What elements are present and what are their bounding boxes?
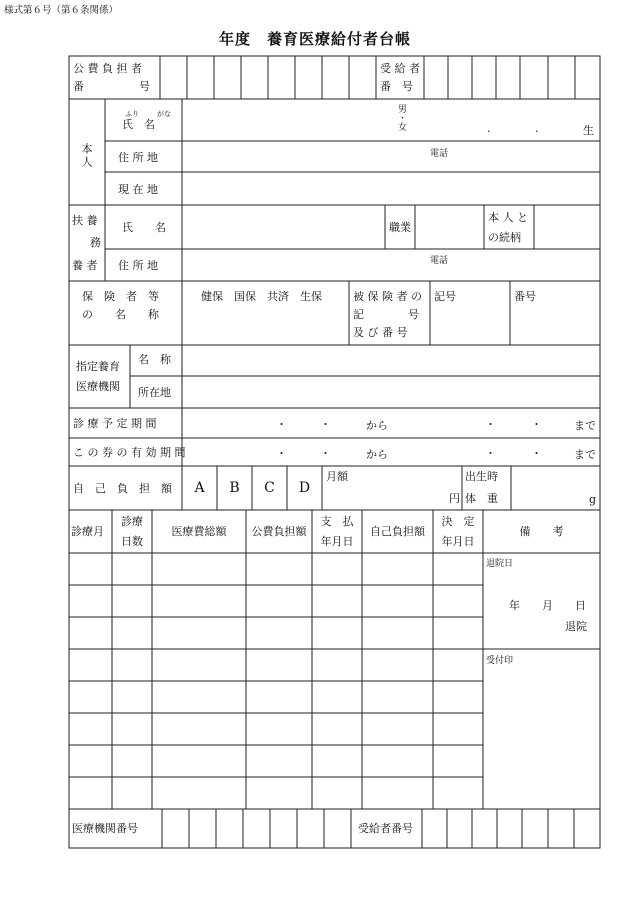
- copay-monthly-label: 月額: [326, 470, 348, 483]
- furigana-label-1: ふり: [125, 110, 139, 118]
- form-number-note: 様式第６号（第６条関係）: [4, 5, 119, 16]
- col-decision-header-2: 年月日: [441, 535, 475, 548]
- birth-weight-label-1: 出生時: [465, 470, 498, 483]
- guardian-relation-label-2: の続柄: [488, 231, 521, 244]
- furigana-label-2: がな: [157, 110, 171, 118]
- sex-separator: ・: [398, 114, 408, 124]
- person-phone-label: 電話: [430, 149, 449, 159]
- guardian-section-label-3: 養 者: [72, 259, 98, 272]
- birthdate-separator-1: .: [487, 122, 491, 135]
- col-payment-header-1: 支 払: [320, 515, 354, 528]
- period-from: から: [366, 419, 388, 432]
- guardian-relation-label-1: 本 人 と: [488, 211, 528, 224]
- recipient-number-label: 受 給 者: [380, 62, 420, 75]
- insurer-types: 健保 国保 共済 生保: [201, 290, 322, 303]
- col-total-header: 医療費総額: [171, 525, 227, 538]
- col-remarks-header: 備 考: [519, 525, 564, 538]
- validity-dot-1: ・: [276, 447, 287, 460]
- insured-symbol-label: 記号: [434, 290, 456, 303]
- treatment-period-label: 診 療 予 定 期 間: [73, 417, 157, 430]
- col-public-header: 公費負担額: [251, 525, 307, 538]
- recipient-number-label-2: 番 号: [380, 80, 413, 93]
- sex-female: 女: [398, 123, 408, 133]
- birth-weight-unit: g: [589, 493, 597, 506]
- insured-label-3: 及 び 番 号: [353, 326, 408, 339]
- period-dot-3: ・: [485, 418, 496, 431]
- insurer-label-1: 保 険 者 等: [82, 290, 159, 303]
- guardian-job-label: 職業: [389, 221, 411, 234]
- person-current-address-label: 現 在 地: [118, 183, 158, 196]
- guardian-name-label: 氏 名: [122, 221, 166, 234]
- col-days-header-1: 診療: [121, 515, 143, 528]
- period-dot-1: ・: [276, 418, 287, 431]
- copay-label: 自 己 負 担 額: [73, 482, 172, 495]
- discharge-label: 退院: [565, 620, 587, 633]
- validity-dot-4: ・: [531, 447, 542, 460]
- copay-yen-unit: 円: [449, 492, 460, 505]
- col-month-header: 診療月: [71, 525, 104, 538]
- institution-name-label: 名 称: [138, 353, 171, 366]
- insured-label-2: 記 号: [353, 308, 419, 321]
- person-name-label: 氏 名: [122, 118, 155, 131]
- institution-label-2: 医療機関: [76, 380, 120, 393]
- period-until: まで: [574, 419, 596, 432]
- guardian-section-label-2: 務: [90, 236, 101, 249]
- col-self-header: 自己負担額: [370, 525, 425, 538]
- receipt-stamp-label: 受付印: [486, 656, 514, 666]
- col-payment-header-2: 年月日: [320, 535, 354, 548]
- birth-label: 生: [583, 124, 594, 137]
- guardian-section-label-1: 扶 養: [72, 214, 98, 227]
- validity-dot-3: ・: [485, 447, 496, 460]
- col-decision-header-1: 決 定: [441, 515, 475, 528]
- discharge-date-label: 退院日: [486, 559, 514, 569]
- insurer-label-2: の 名 称: [82, 308, 159, 321]
- col-days-header-2: 日数: [121, 535, 143, 548]
- sex-male: 男: [398, 105, 408, 115]
- person-address-label: 住 所 地: [118, 151, 158, 164]
- validity-dot-2: ・: [320, 447, 331, 460]
- payer-number-label: 公 費 負 担 者: [73, 62, 142, 75]
- validity-until: まで: [574, 448, 596, 461]
- payer-number-label-2: 番 号: [73, 80, 150, 93]
- recipient-number-footer-label: 受給者番号: [358, 822, 413, 835]
- institution-address-label: 所在地: [138, 386, 171, 399]
- insured-label-1: 被 保 険 者 の: [353, 290, 422, 303]
- form-title: 年度 養育医療給付者台帳: [218, 30, 411, 48]
- institution-label-1: 指定養育: [76, 360, 120, 373]
- copay-grade-a: A: [194, 480, 205, 496]
- guardian-phone-label: 電話: [430, 256, 449, 266]
- copay-grade-d: D: [298, 480, 311, 496]
- period-dot-4: ・: [531, 418, 542, 431]
- birthdate-separator-2: .: [535, 122, 539, 135]
- insured-number-label: 番号: [514, 290, 536, 303]
- person-section-label: 本人: [80, 143, 93, 169]
- copay-grade-c: C: [264, 480, 275, 496]
- discharge-date-ymd: 年 月 日: [509, 599, 586, 612]
- copay-grade-b: B: [229, 480, 240, 496]
- period-dot-2: ・: [320, 418, 331, 431]
- validity-from: から: [366, 448, 388, 461]
- institution-number-label: 医療機関番号: [72, 822, 138, 835]
- guardian-address-label: 住 所 地: [118, 259, 158, 272]
- validity-period-label: こ の 券 の 有 効 期 間: [73, 446, 186, 459]
- birth-weight-label-2: 体 重: [465, 492, 498, 505]
